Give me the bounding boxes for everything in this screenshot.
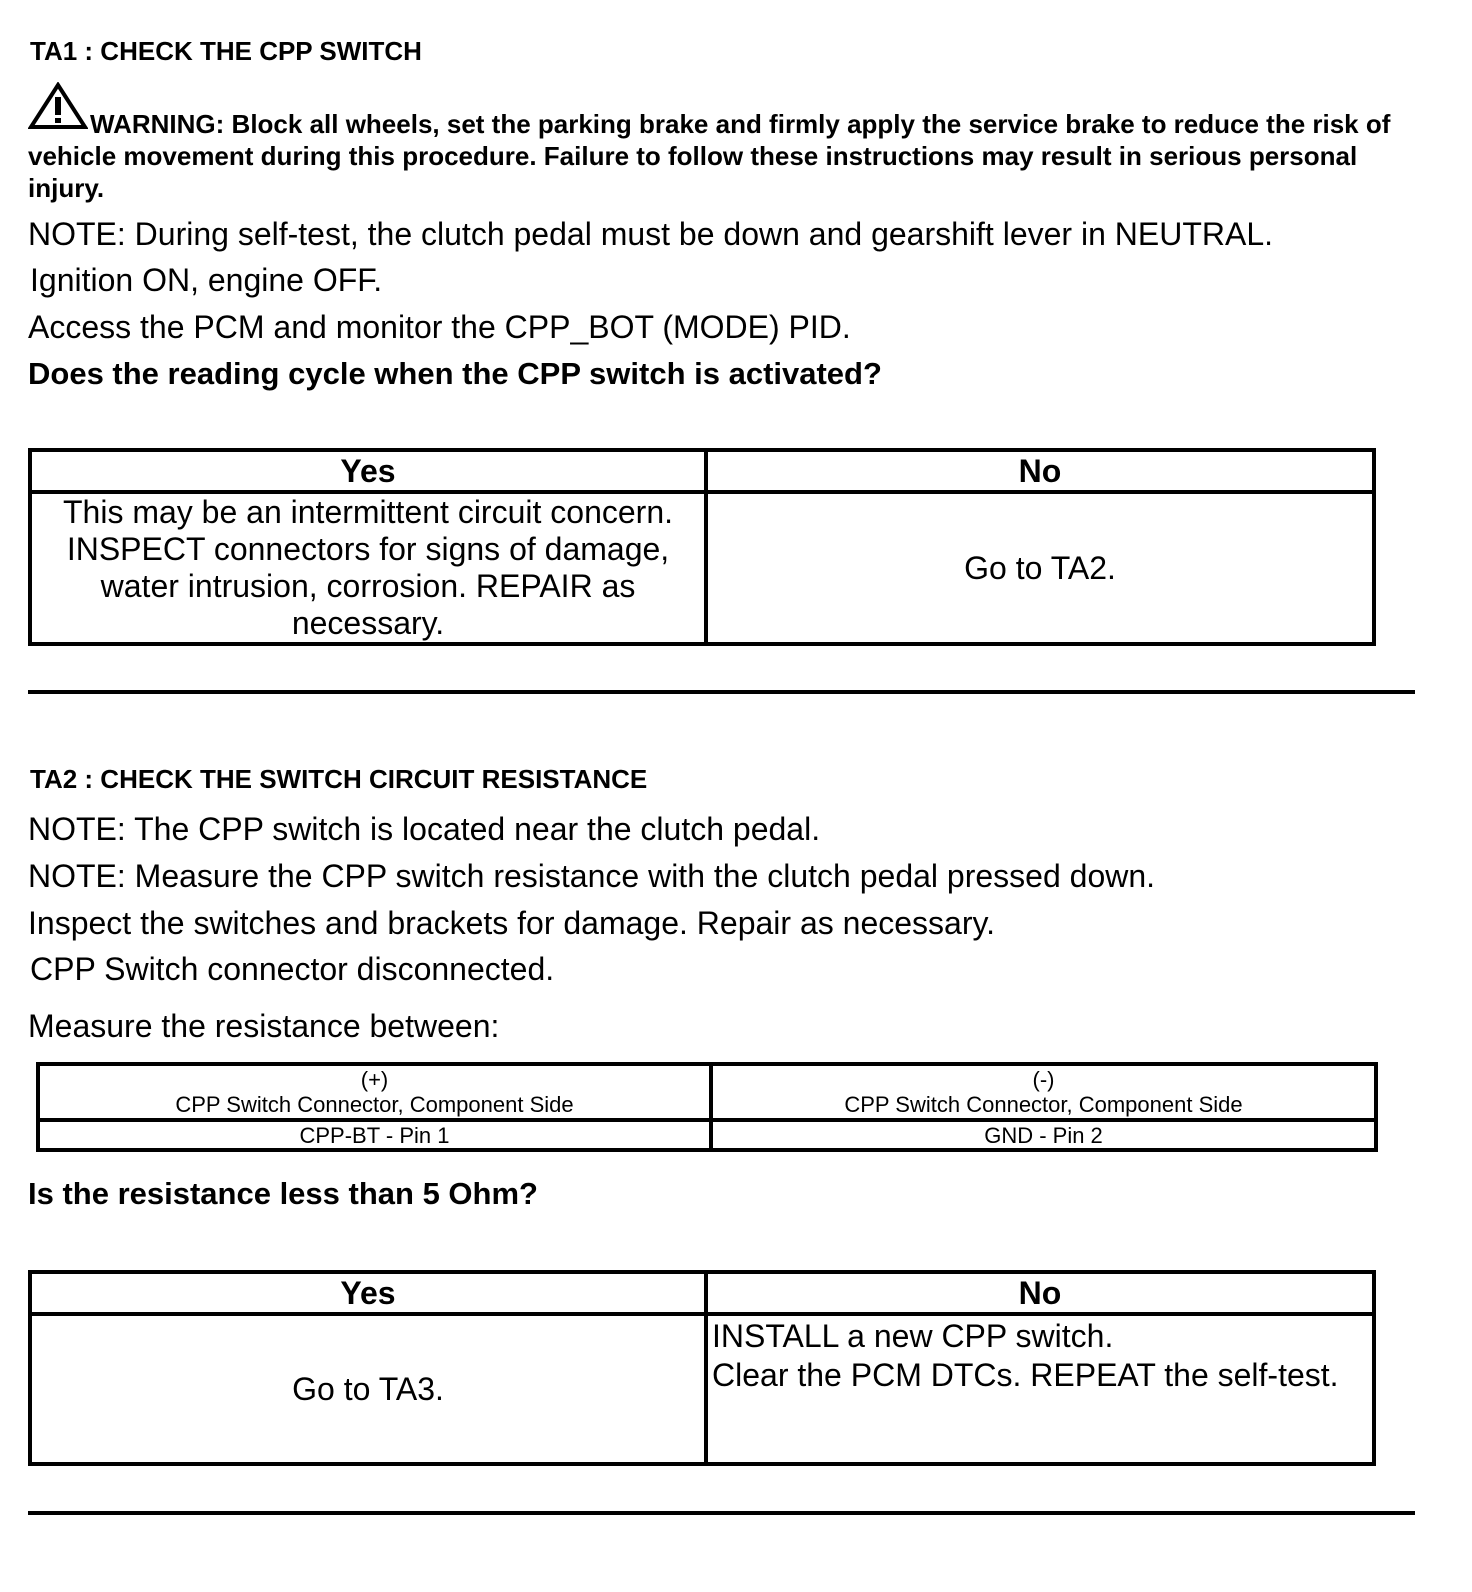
ta1-yes-line: necessary.: [291, 605, 445, 641]
ta2-note2: NOTE: Measure the CPP switch resistance with the clutch pedal pressed down.: [28, 858, 1156, 894]
ta2-measure: Measure the resistance between:: [28, 1008, 500, 1044]
plus-pin-cell: CPP-BT - Pin 1: [38, 1120, 711, 1150]
resistance-table: [36, 1062, 1378, 1152]
minus-pin-cell: GND - Pin 2: [711, 1120, 1376, 1150]
plus-label: CPP Switch Connector, Component Side: [175, 1092, 574, 1117]
plus-header-cell: [38, 1064, 711, 1120]
ta1-yes-cell: [30, 492, 706, 644]
ta1-yes-line: INSPECT connectors for signs of damage,: [66, 531, 670, 567]
ta1-yes-line: water intrusion, corrosion. REPAIR as: [100, 568, 636, 604]
ta2-yes-cell: Go to TA3.: [30, 1314, 706, 1464]
ta1-note: NOTE: During self-test, the clutch pedal must be down and gearshift lever in NEUTRAL.: [28, 216, 1273, 252]
minus-sign: (-): [1032, 1067, 1055, 1092]
minus-header-cell: [711, 1064, 1376, 1120]
ta1-step2: Access the PCM and monitor the CPP_BOT (MODE) PID.: [28, 309, 851, 345]
minus-label: CPP Switch Connector, Component Side: [844, 1092, 1243, 1117]
ta2-step1: Inspect the switches and brackets for damage. Repair as necessary.: [28, 905, 995, 941]
section-divider: [28, 1511, 1415, 1515]
ta2-no-header: No: [706, 1272, 1374, 1314]
ta1-yes-header: Yes: [30, 450, 706, 492]
ta1-question: Does the reading cycle when the CPP switch is activated?: [28, 356, 882, 391]
ta1-yes-line: This may be an intermittent circuit concern.: [62, 494, 673, 530]
ta1-answer-table: [28, 448, 1376, 646]
ta1-warning: WARNING: Block all wheels, set the parking brake and firmly apply the service brake to reduce the risk of vehicle movement during this procedure. Failure to follow these instructions may result in serious personal injury.: [28, 109, 1391, 203]
ta2-note1: NOTE: The CPP switch is located near the clutch pedal.: [28, 811, 821, 847]
ta2-no-line: Clear the PCM DTCs. REPEAT the self-test.: [712, 1357, 1339, 1393]
ta2-no-cell: [706, 1314, 1374, 1464]
ta2-answer-table: [28, 1270, 1376, 1466]
ta1-no-cell: Go to TA2.: [706, 492, 1374, 644]
ta1-no-header: No: [706, 450, 1374, 492]
plus-sign: (+): [360, 1067, 389, 1092]
ta1-step1: Ignition ON, engine OFF.: [30, 262, 383, 298]
ta2-heading: TA2 : CHECK THE SWITCH CIRCUIT RESISTANCE: [30, 764, 648, 794]
ta2-no-line: INSTALL a new CPP switch.: [712, 1318, 1114, 1354]
ta2-step2: CPP Switch connector disconnected.: [30, 951, 555, 987]
ta1-heading: TA1 : CHECK THE CPP SWITCH: [30, 36, 422, 66]
ta2-yes-header: Yes: [30, 1272, 706, 1314]
ta2-question: Is the resistance less than 5 Ohm?: [28, 1176, 538, 1211]
section-divider: [28, 690, 1415, 694]
